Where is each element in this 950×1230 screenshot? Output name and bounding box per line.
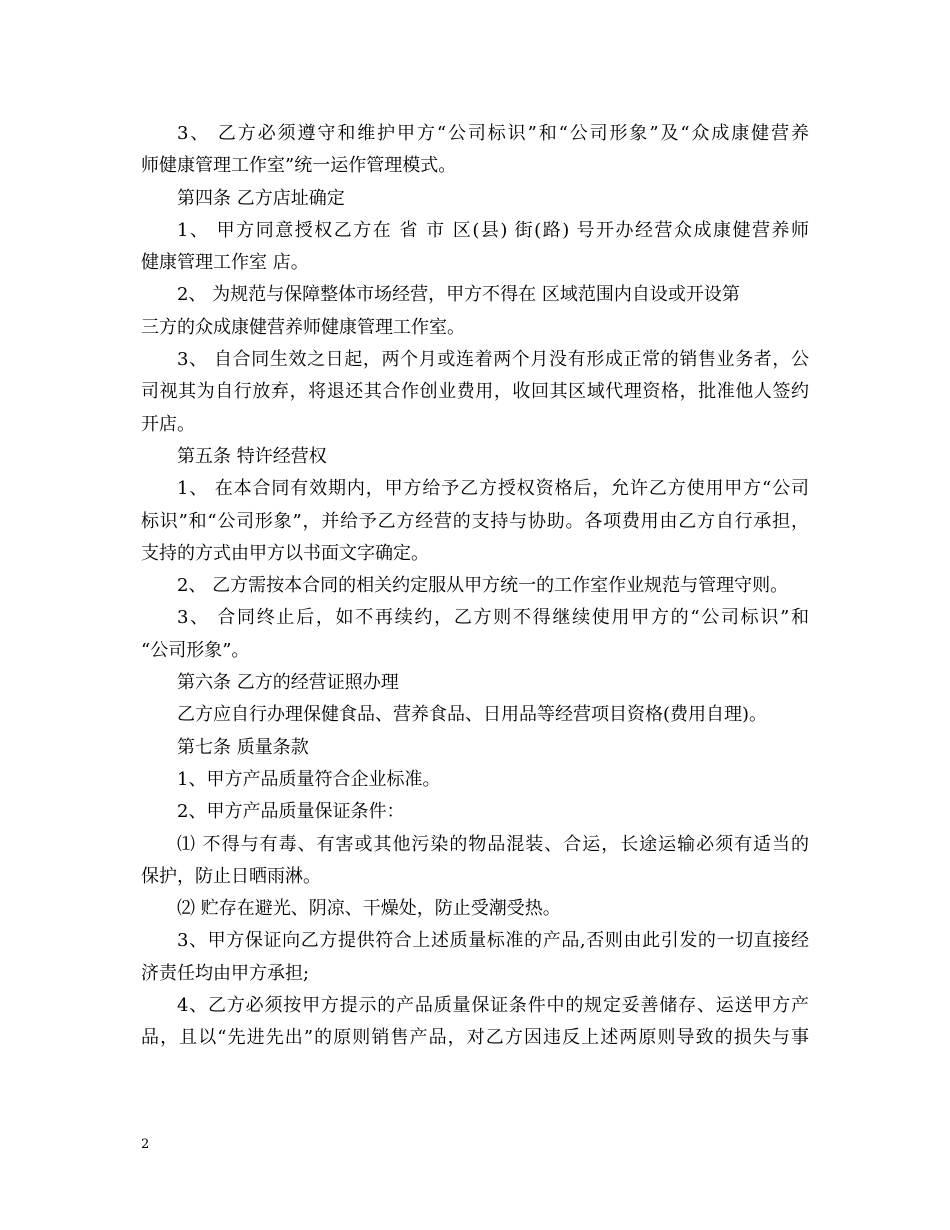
text-line: 开店。 <box>141 413 195 435</box>
text-line: 1、甲方产品质量符合企业标准。 <box>177 768 441 790</box>
text-line: 3、 合同终止后，如不再续约，乙方则不得继续使用甲方的“公司标识”和 <box>177 607 809 629</box>
text-line: 标识”和“公司形象”，并给予乙方经营的支持与协助。各项费用由乙方自行承担， <box>141 510 809 532</box>
text-line: 第四条 乙方店址确定 <box>177 187 345 209</box>
text-line: 乙方应自行办理保健食品、营养食品、日用品等经营项目资格(费用自理)。 <box>177 704 768 726</box>
text-line: ⑴ 不得与有毒、有害或其他污染的物品混装、合运，长途运输必须有适当的 <box>177 833 809 855</box>
text-line: ⑵ 贮存在避光、阴凉、干燥处，防止受潮受热。 <box>177 898 561 920</box>
text-line: 1、 甲方同意授权乙方在 省 市 区(县) 街(路) 号开办经营众成康健营养师 <box>177 219 809 241</box>
text-line: 司视其为自行放弃，将退还其合作创业费用，收回其区域代理资格，批准他人签约 <box>141 381 809 403</box>
text-line: 济责任均由甲方承担; <box>141 962 310 984</box>
text-line: 支持的方式由甲方以书面文字确定。 <box>141 542 429 564</box>
text-line: 2、 乙方需按本合同的相关约定服从甲方统一的工作室作业规范与管理守则。 <box>177 575 789 597</box>
text-line: 4、乙方必须按甲方提示的产品质量保证条件中的规定妥善储存、运送甲方产 <box>177 995 809 1017</box>
text-line: 第七条 质量条款 <box>177 736 309 758</box>
document-body <box>141 118 809 1055</box>
text-line: 2、甲方产品质量保证条件： <box>177 801 405 823</box>
page-number: 2 <box>141 1137 150 1152</box>
text-line: “公司形象”。 <box>141 639 250 661</box>
text-line: 第五条 特许经营权 <box>177 445 327 467</box>
text-line: 品，且以“先进先出”的原则销售产品，对乙方因违反上述两原则导致的损失与事 <box>141 1027 809 1049</box>
text-line: 3、 自合同生效之日起，两个月或连着两个月没有形成正常的销售业务者，公 <box>177 349 809 371</box>
text-line: 第六条 乙方的经营证照办理 <box>177 672 399 694</box>
text-line: 保护，防止日晒雨淋。 <box>141 865 321 887</box>
text-line: 三方的众成康健营养师健康管理工作室。 <box>141 316 465 338</box>
text-line: 健康管理工作室 店。 <box>141 252 309 274</box>
text-line: 师健康管理工作室”统一运作管理模式。 <box>141 155 457 177</box>
text-line: 3、甲方保证向乙方提供符合上述质量标准的产品,否则由此引发的一切直接经 <box>177 930 809 952</box>
text-line: 3、 乙方必须遵守和维护甲方“公司标识”和“公司形象”及“众成康健营养 <box>177 123 809 144</box>
text-line: 2、 为规范与保障整体市场经营，甲方不得在 区域范围内自设或开设第 <box>177 284 740 306</box>
text-line: 1、 在本合同有效期内，甲方给予乙方授权资格后，允许乙方使用甲方“公司 <box>177 478 809 500</box>
